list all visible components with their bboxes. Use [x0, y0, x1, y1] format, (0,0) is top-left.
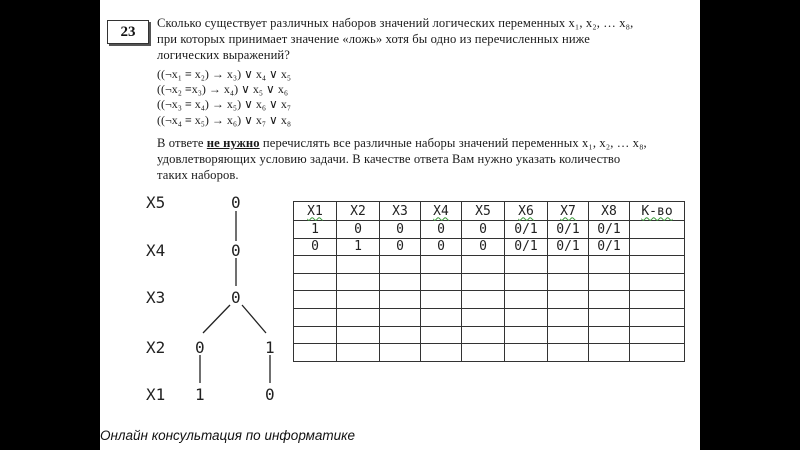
table-row — [294, 308, 685, 326]
table-cell — [337, 344, 380, 362]
level-label-x2: X2 — [146, 338, 166, 357]
answer-note-line-3: таких наборов. — [157, 168, 239, 182]
table-cell — [630, 308, 685, 326]
header-x1: X1 — [294, 202, 337, 221]
level-label-x3: X3 — [146, 288, 166, 307]
table-cell — [337, 291, 380, 309]
table-cell: 0 — [337, 221, 380, 239]
table-cell — [337, 273, 380, 291]
node-x4: 0 — [231, 241, 241, 260]
table-cell — [380, 291, 421, 309]
table-cell — [294, 344, 337, 362]
header-x8: X8 — [589, 202, 630, 221]
table-cell — [630, 221, 685, 239]
node-x3: 0 — [231, 288, 241, 307]
table-cell — [462, 344, 505, 362]
table-cell — [548, 344, 589, 362]
table-cell — [462, 326, 505, 344]
header-x2: X2 — [337, 202, 380, 221]
table-cell — [380, 273, 421, 291]
table-cell — [548, 308, 589, 326]
table-header-row — [294, 202, 685, 221]
answer-note-line-2: удовлетворяющих условию задачи. В качестве ответа Вам нужно указать количество — [157, 152, 621, 166]
table-cell — [421, 291, 462, 309]
table-cell — [505, 256, 548, 274]
table-cell: 0/1 — [548, 238, 589, 256]
question-line-3: логических выражений? — [157, 48, 290, 62]
table-cell — [421, 273, 462, 291]
table-cell — [421, 326, 462, 344]
answer-note-line-1 — [157, 136, 647, 151]
node-x2-left: 0 — [195, 338, 205, 357]
header-count: К-во — [630, 202, 685, 221]
table-cell — [462, 273, 505, 291]
table-cell — [548, 326, 589, 344]
table-cell — [505, 344, 548, 362]
table-cell — [294, 256, 337, 274]
table-cell — [421, 308, 462, 326]
task-number-badge: 23 — [107, 20, 149, 44]
table-cell — [630, 291, 685, 309]
table-cell — [294, 291, 337, 309]
table-row — [294, 273, 685, 291]
answer-note-emphasis: не нужно — [206, 136, 260, 150]
table-cell — [630, 273, 685, 291]
table-row — [294, 344, 685, 362]
expression-1: ((¬x₁ ≡ x₂) → x₃) ∨ x₄ ∨ x₅ — [157, 67, 292, 81]
table-cell — [589, 273, 630, 291]
table-cell — [548, 291, 589, 309]
table-cell: 0 — [380, 221, 421, 239]
header-x5: X5 — [462, 202, 505, 221]
table-cell — [589, 308, 630, 326]
question-line-1: Сколько существует различных наборов значений логических переменных x₁, x₂, … x₈, — [157, 16, 634, 30]
table-cell: 0 — [462, 238, 505, 256]
table-cell — [548, 256, 589, 274]
table-cell — [294, 326, 337, 344]
table-cell — [505, 326, 548, 344]
table-cell: 0/1 — [589, 221, 630, 239]
table-cell — [589, 344, 630, 362]
table-cell — [462, 308, 505, 326]
table-cell — [589, 291, 630, 309]
level-label-x5: X5 — [146, 193, 166, 212]
table-cell: 1 — [294, 221, 337, 239]
table-cell — [421, 344, 462, 362]
table-cell — [421, 256, 462, 274]
variables-table — [293, 201, 685, 362]
table-cell — [630, 326, 685, 344]
node-x2-right: 1 — [265, 338, 275, 357]
table-cell: 0/1 — [548, 221, 589, 239]
table-cell: 0 — [421, 221, 462, 239]
footer-caption: Онлайн консультация по информатике — [100, 428, 356, 443]
table-row — [294, 238, 685, 256]
slide-page — [100, 0, 700, 450]
answer-note-prefix: В ответе — [157, 136, 207, 150]
answer-note-rest: перечислять все различные наборы значений переменных x₁, x₂, … x₈, — [259, 136, 647, 150]
node-x5: 0 — [231, 193, 241, 212]
table-cell — [505, 291, 548, 309]
question-line-2: при которых принимает значение «ложь» хотя бы одно из перечисленных ниже — [157, 32, 590, 46]
table-cell — [462, 291, 505, 309]
table-cell — [589, 326, 630, 344]
table-cell — [505, 308, 548, 326]
table-cell — [380, 326, 421, 344]
table-cell — [630, 238, 685, 256]
table-cell: 0 — [462, 221, 505, 239]
header-x4: X4 — [421, 202, 462, 221]
table-cell: 0 — [294, 238, 337, 256]
table-cell — [380, 344, 421, 362]
table-cell — [294, 273, 337, 291]
table-cell — [380, 308, 421, 326]
table-row — [294, 221, 685, 239]
table-body — [294, 221, 685, 362]
decision-tree — [100, 185, 290, 415]
table-cell — [380, 256, 421, 274]
level-label-x4: X4 — [146, 241, 166, 260]
table-cell: 0 — [380, 238, 421, 256]
table-cell — [294, 308, 337, 326]
edge-x3-x2-left — [203, 305, 230, 333]
table-cell — [505, 273, 548, 291]
level-label-x1: X1 — [146, 385, 166, 404]
table-cell: 0/1 — [505, 221, 548, 239]
table-cell: 0/1 — [505, 238, 548, 256]
table-cell — [630, 256, 685, 274]
table-cell: 1 — [337, 238, 380, 256]
table-row — [294, 326, 685, 344]
table-cell — [462, 256, 505, 274]
header-x6: X6 — [505, 202, 548, 221]
table-cell — [589, 256, 630, 274]
table-cell — [337, 256, 380, 274]
node-x1-right: 0 — [265, 385, 275, 404]
expression-4: ((¬x₄ ≡ x₅) → x₆) ∨ x₇ ∨ x₈ — [157, 113, 292, 127]
edge-x3-x2-right — [242, 305, 266, 333]
header-x7: X7 — [548, 202, 589, 221]
table-cell: 0/1 — [589, 238, 630, 256]
header-x3: X3 — [380, 202, 421, 221]
table-cell — [337, 326, 380, 344]
table-cell — [548, 273, 589, 291]
table-cell: 0 — [421, 238, 462, 256]
expression-2: ((¬x₂ ≡x₃) → x₄) ∨ x₅ ∨ x₆ — [157, 82, 289, 96]
table-row — [294, 291, 685, 309]
table-row — [294, 256, 685, 274]
table-cell — [630, 344, 685, 362]
table-cell — [337, 308, 380, 326]
node-x1-left: 1 — [195, 385, 205, 404]
expression-3: ((¬x₃ ≡ x₄) → x₅) ∨ x₆ ∨ x₇ — [157, 97, 292, 111]
